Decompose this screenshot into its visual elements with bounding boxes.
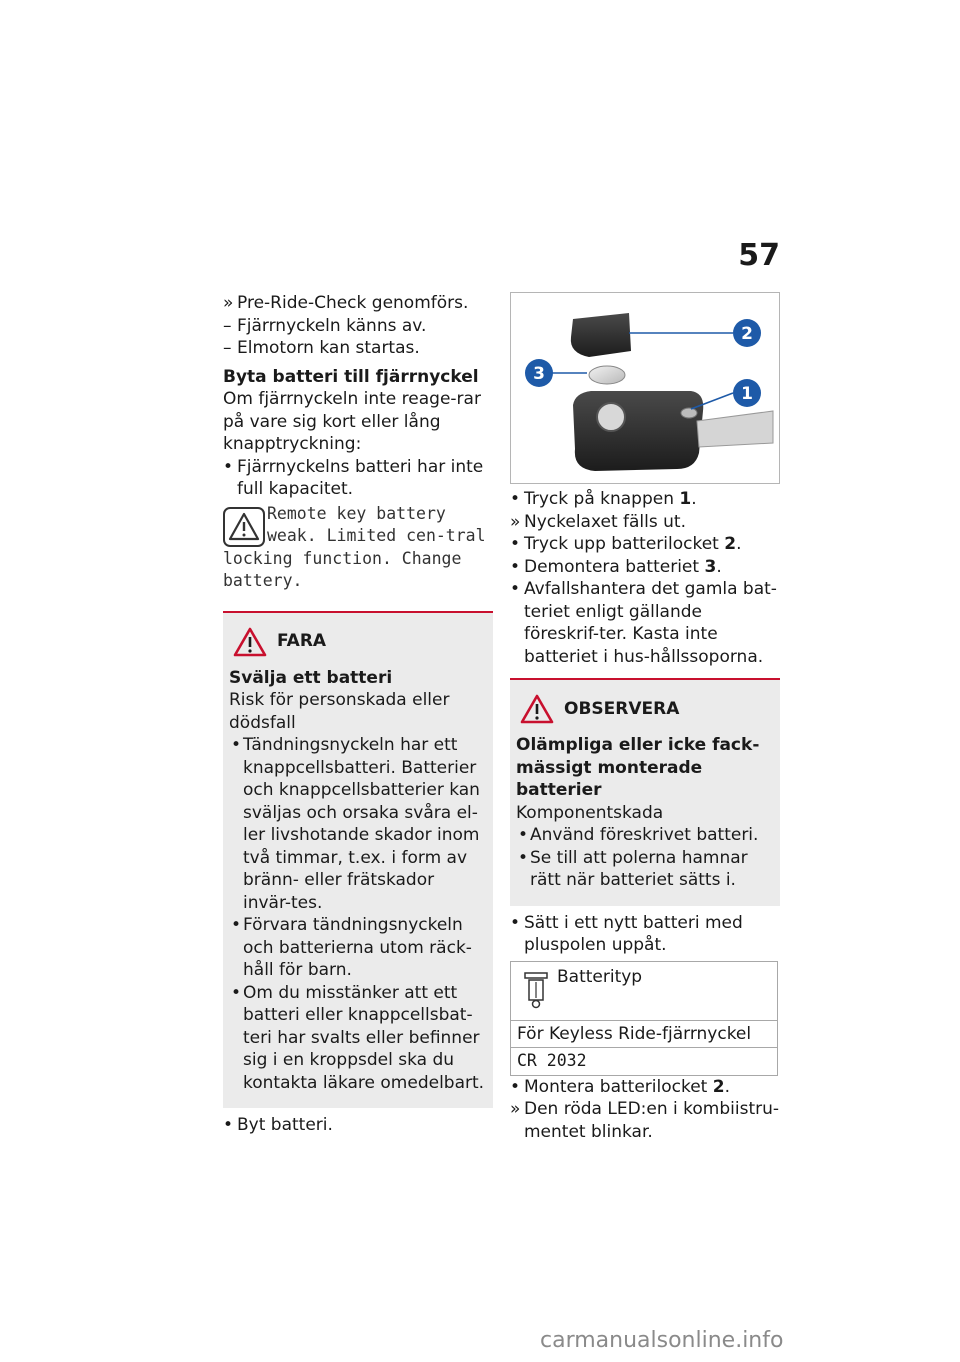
list-item xyxy=(223,315,493,338)
list-marker: » xyxy=(510,511,521,532)
list-text: Fjärrnyckelns batteri har inte full kapacitet. xyxy=(237,456,484,499)
step-item xyxy=(510,556,780,579)
step-end: . xyxy=(716,556,722,577)
list-marker: • xyxy=(231,915,242,935)
danger-box xyxy=(223,611,493,1109)
step-text: Nyckelaxet fälls ut. xyxy=(524,511,686,532)
step-ref: 1 xyxy=(679,489,692,509)
step-text: Sätt i ett nytt batteri med pluspolen uppåt. xyxy=(524,912,743,955)
list-text: Använd föreskrivet batteri. xyxy=(530,825,759,845)
step-ref: 3 xyxy=(704,556,717,577)
list-item xyxy=(223,1114,493,1137)
intro-paragraph: Om fjärrnyckeln inte reage-rar på vare sig kort eller lång knapptryckning: xyxy=(223,389,481,454)
section-heading: Byta batteri till fjärrnyckel xyxy=(223,366,479,387)
list-text: Förvara tändningsnyckeln och batterierna utom räck-håll för barn. xyxy=(243,915,472,980)
list-item xyxy=(223,337,493,360)
page-number: 57 xyxy=(738,238,780,273)
danger-item xyxy=(229,914,485,982)
step-end: . xyxy=(691,489,697,509)
notice-title xyxy=(516,694,772,724)
list-marker: • xyxy=(231,982,242,1003)
danger-item xyxy=(229,982,485,1095)
step-ref: 2 xyxy=(712,1076,725,1097)
list-text: Om du misstänker att ett batteri eller knappcellsbat-teri har svalts eller befinner sig i en kroppsdel ska du kontakta läkare omedelbart. xyxy=(243,982,485,1093)
step-item xyxy=(510,578,780,668)
spec-header-text: Batterityp xyxy=(557,966,643,987)
spec-value: CR 2032 xyxy=(511,1048,778,1076)
list-marker: • xyxy=(510,556,521,577)
list-marker: • xyxy=(510,534,521,554)
notice-consequence: Komponentskada xyxy=(516,802,664,823)
list-marker: • xyxy=(518,825,529,845)
key-blade xyxy=(697,411,773,447)
step-ref: 2 xyxy=(724,534,737,554)
callout-2 xyxy=(733,319,761,347)
notice-triangle-icon xyxy=(520,694,554,724)
list-marker: » xyxy=(510,1099,521,1119)
danger-consequence: Risk för personskada eller dödsfall xyxy=(229,690,450,733)
step-end: . xyxy=(736,534,742,554)
list-text: Fjärrnyckeln känns av. xyxy=(237,315,427,336)
callout-3 xyxy=(525,359,553,387)
spec-label: För Keyless Ride-fjärrnyckel xyxy=(511,1020,778,1048)
step-item xyxy=(510,1076,780,1099)
notice-subtitle: Olämpliga eller icke fack-mässigt monterade batterier xyxy=(516,735,760,800)
step-item xyxy=(510,488,780,511)
step-text: Tryck upp batterilocket xyxy=(524,534,725,554)
battery-cover xyxy=(571,313,631,357)
list-marker: – xyxy=(223,338,232,358)
notice-box xyxy=(510,678,780,906)
step-text: Demontera batteriet xyxy=(524,556,705,577)
danger-subtitle: Svälja ett batteri xyxy=(229,667,393,688)
notice-title-text: OBSERVERA xyxy=(564,698,680,719)
key-body xyxy=(573,391,703,471)
display-message xyxy=(223,503,493,601)
key-battery-figure xyxy=(510,292,780,484)
list-marker: • xyxy=(223,1115,234,1135)
list-marker: • xyxy=(223,456,234,477)
step-item xyxy=(510,912,780,957)
list-text: Tändningsnyckeln har ett knappcellsbatteri. Batterier och knappcellsbatterier kan sväljas och orsaka svåra el-ler livshotande skador inom två timmar, t.ex. i form av bränn- eller frätskador invär-tes. xyxy=(243,735,480,913)
step-text: Tryck på knappen xyxy=(524,489,680,509)
list-text: Elmotorn kan startas. xyxy=(237,338,420,358)
left-column xyxy=(223,292,493,1137)
key-exploded-illustration xyxy=(511,293,779,483)
list-text: Se till att polerna hamnar rätt när batteriet sätts i. xyxy=(530,847,748,890)
notice-item xyxy=(516,847,772,892)
list-marker: » xyxy=(223,293,234,313)
step-text: Avfallshantera det gamla bat-teriet enligt gällande föreskrif-ter. Kasta inte batteriet i hus-hållssoporna. xyxy=(524,579,777,667)
step-end: . xyxy=(724,1076,730,1097)
list-item xyxy=(223,456,493,501)
list-text: Byt batteri. xyxy=(237,1115,333,1135)
coin-battery xyxy=(589,366,625,384)
svg-text:2: 2 xyxy=(741,324,753,344)
warning-triangle-icon xyxy=(223,507,265,547)
release-button xyxy=(681,408,697,418)
svg-text:3: 3 xyxy=(533,364,545,384)
svg-text:1: 1 xyxy=(741,384,753,404)
list-marker: • xyxy=(231,735,242,755)
battery-spec-table xyxy=(510,961,778,1076)
list-marker: • xyxy=(510,912,521,933)
right-column xyxy=(510,292,780,1143)
battery-spec-icon xyxy=(523,970,549,1010)
callout-1 xyxy=(733,379,761,407)
danger-triangle-icon xyxy=(233,627,267,657)
list-marker: • xyxy=(518,847,529,868)
danger-title-text: FARA xyxy=(277,631,327,652)
list-text: Pre-Ride-Check genomförs. xyxy=(237,293,469,313)
step-text: Montera batterilocket xyxy=(524,1076,713,1097)
list-marker: • xyxy=(510,489,521,509)
spec-table-header xyxy=(511,961,778,1020)
list-item xyxy=(223,292,493,315)
display-message-text: Remote key battery weak. Limited cen-tral locking function. Change battery. xyxy=(223,503,486,590)
watermark: carmanualsonline.info xyxy=(540,1328,784,1353)
danger-item xyxy=(229,734,485,914)
step-item xyxy=(510,533,780,556)
list-marker: • xyxy=(510,1076,521,1097)
danger-title xyxy=(229,627,485,657)
step-text: Den röda LED:en i kombiistru-mentet blinkar. xyxy=(524,1099,780,1142)
notice-item xyxy=(516,824,772,847)
list-marker: – xyxy=(223,315,232,336)
step-item xyxy=(510,1098,780,1143)
step-item xyxy=(510,511,780,534)
list-marker: • xyxy=(510,579,521,599)
